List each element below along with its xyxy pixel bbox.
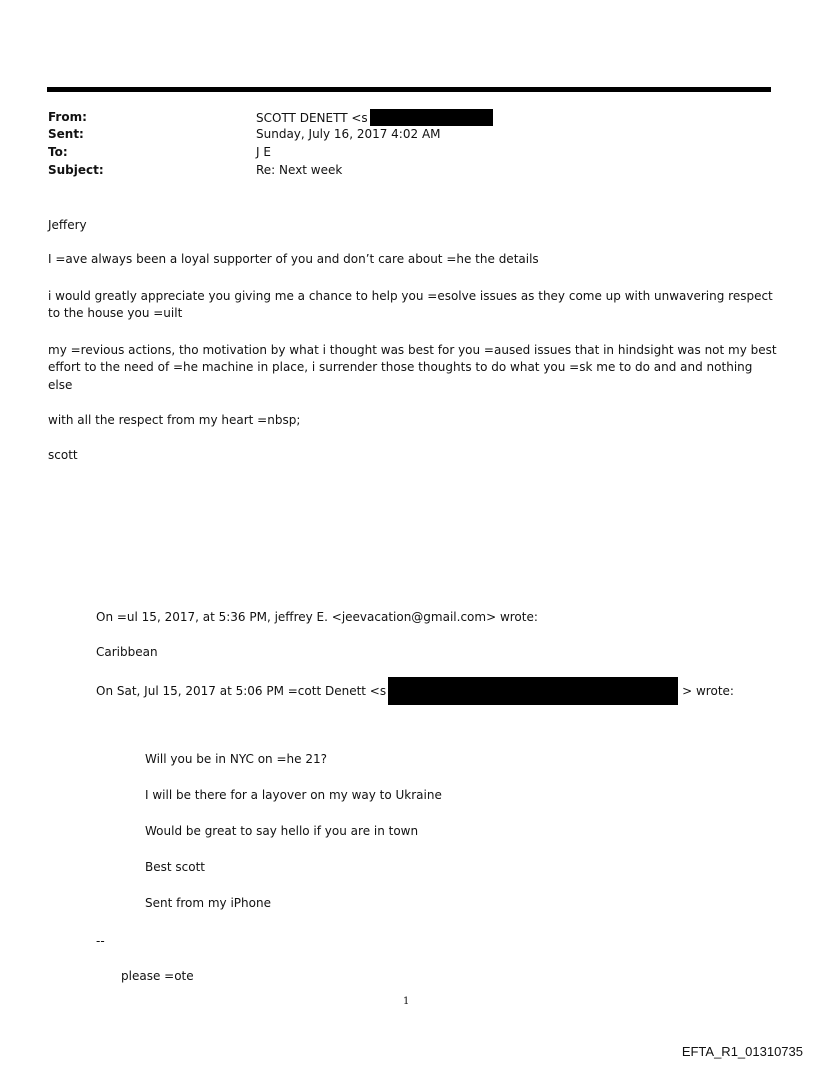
sent-label: Sent: (48, 127, 84, 141)
paragraph-3-line-2: effort to the need of =he machine in place, i surrender those thoughts to do what you =sk me to do and and nothing (48, 360, 753, 374)
paragraph-3-line-3: else (48, 378, 73, 392)
subject-value: Re: Next week (256, 163, 343, 177)
subject-label: Subject: (48, 163, 104, 177)
quoted-attribution-1: On =ul 15, 2017, at 5:36 PM, jeffrey E. <jeevacation@gmail.com> wrote: (96, 610, 538, 624)
document-id: EFTA_R1_01310735 (681, 1044, 803, 1059)
signature: scott (48, 448, 78, 462)
inner-line: Will you be in NYC on =he 21? (145, 752, 327, 766)
sent-value: Sunday, July 16, 2017 4:02 AM (256, 127, 441, 141)
inner-line: I will be there for a layover on my way to Ukraine (145, 788, 442, 802)
signature-separator: -- (96, 934, 105, 948)
quoted-reply: Caribbean (96, 645, 158, 659)
from-value: SCOTT DENETT <s (256, 110, 368, 125)
paragraph-4: with all the respect from my heart =nbsp; (48, 413, 301, 427)
from-label: From: (48, 110, 87, 124)
page-number: 1 (403, 996, 410, 1007)
paragraph-2-line-1: i would greatly appreciate you giving me a chance to help you =esolve issues as they come up with unwavering respect (48, 289, 773, 303)
inner-line: Best scott (145, 860, 205, 874)
greeting: Jeffery (48, 218, 87, 232)
quoted-attribution-2-end: > wrote: (682, 684, 734, 698)
redaction-box (388, 677, 678, 705)
quoted-attribution-2-row (96, 677, 734, 705)
header-rule (47, 87, 771, 92)
inner-line: Sent from my iPhone (145, 896, 271, 910)
from-row (256, 109, 493, 126)
paragraph-2-line-2: to the house you =uilt (48, 306, 183, 320)
quoted-attribution-2-start: On Sat, Jul 15, 2017 at 5:06 PM =cott Denett <s (96, 684, 387, 698)
paragraph-1: I =ave always been a loyal supporter of you and don’t care about =he the details (48, 252, 539, 266)
quoted-note: please =ote (121, 969, 194, 983)
redaction-box (370, 109, 493, 126)
paragraph-3-line-1: my =revious actions, tho motivation by what i thought was best for you =aused issues that in hindsight was not my best (48, 343, 777, 357)
to-value: J E (256, 145, 271, 159)
inner-line: Would be great to say hello if you are in town (145, 824, 419, 838)
to-label: To: (48, 145, 68, 159)
